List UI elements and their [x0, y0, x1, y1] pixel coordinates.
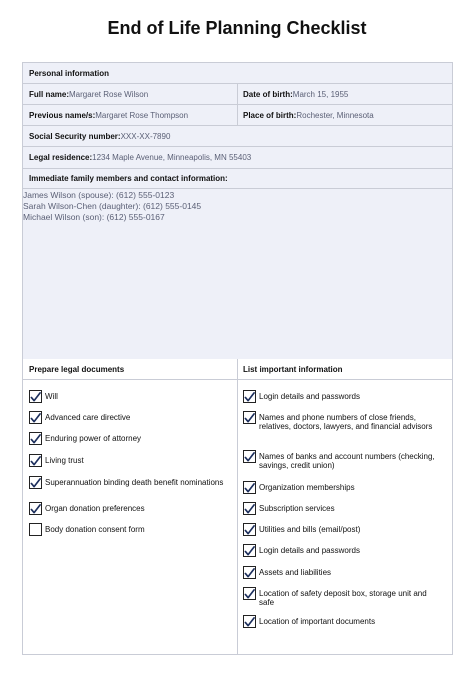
- full-name-value: Margaret Rose Wilson: [69, 89, 149, 99]
- legal-checklist-item[interactable]: [29, 411, 227, 424]
- ssn-row: [23, 126, 452, 147]
- checked-checkbox[interactable]: [243, 411, 256, 424]
- checklist-item-label: Organ donation preferences: [45, 504, 145, 513]
- checkmark-icon: [244, 412, 255, 424]
- checklist-item-label: Names of banks and account numbers (checking, savings, credit union): [259, 452, 435, 470]
- checklist-item-label: Organization memberships: [259, 483, 355, 492]
- legal-checklist-item[interactable]: [29, 390, 227, 403]
- checkmark-icon: [244, 524, 255, 536]
- checkmark-icon: [244, 545, 255, 557]
- info-checklist-item[interactable]: [243, 587, 443, 607]
- info-checklist-item[interactable]: [243, 523, 443, 536]
- checkmark-icon: [30, 455, 41, 467]
- info-checklist-item[interactable]: [243, 390, 443, 403]
- residence-cell[interactable]: [23, 147, 452, 168]
- info-checklist-item[interactable]: [243, 450, 443, 470]
- info-checklist-item[interactable]: [243, 411, 443, 431]
- ssn-label: Social Security number:: [29, 131, 121, 141]
- prevname-pob-row: [23, 105, 452, 126]
- personal-info-header: Personal information: [29, 68, 110, 78]
- dob-cell[interactable]: [237, 84, 452, 104]
- pob-value: Rochester, Minnesota: [296, 110, 374, 120]
- checked-checkbox[interactable]: [243, 566, 256, 579]
- important-info-header: List important information: [243, 364, 343, 374]
- checked-checkbox[interactable]: [29, 411, 42, 424]
- residence-label: Legal residence:: [29, 153, 93, 162]
- checked-checkbox[interactable]: [29, 454, 42, 467]
- checked-checkbox[interactable]: [29, 432, 42, 445]
- family-contact: Sarah Wilson-Chen (daughter): (612) 555-0145: [23, 201, 202, 211]
- checklist-item-label: Location of safety deposit box, storage unit and safe: [259, 589, 427, 607]
- checklist-item-label: Advanced care directive: [45, 413, 131, 422]
- ssn-cell[interactable]: [23, 126, 452, 146]
- checkmark-icon: [244, 391, 255, 403]
- checkmark-icon: [244, 567, 255, 579]
- pob-label: Place of birth:: [243, 110, 297, 120]
- family-label: Immediate family members and contact information:: [29, 174, 228, 183]
- checked-checkbox[interactable]: [243, 390, 256, 403]
- checkmark-icon: [30, 391, 41, 403]
- checkmark-icon: [30, 433, 41, 445]
- prev-names-cell[interactable]: [23, 105, 237, 125]
- checked-checkbox[interactable]: [29, 390, 42, 403]
- info-checklist-item[interactable]: [243, 502, 443, 515]
- checklist-item-label: Subscription services: [259, 504, 335, 513]
- info-checklist-item[interactable]: [243, 566, 443, 579]
- column-divider: [237, 359, 238, 654]
- full-name-label: Full name:: [29, 89, 70, 99]
- residence-row: [23, 147, 452, 169]
- checklist-item-label: Enduring power of attorney: [45, 434, 142, 443]
- page-title: End of Life Planning Checklist: [107, 18, 367, 38]
- dob-label: Date of birth:: [243, 89, 293, 99]
- family-label-row: [23, 169, 452, 189]
- info-checklist-item[interactable]: [243, 544, 443, 557]
- info-checklist-item[interactable]: [243, 615, 443, 628]
- checklist-item-label: Living trust: [45, 456, 84, 465]
- header-divider: [23, 379, 452, 380]
- checklist-item-label: Superannuation binding death benefit nominations: [45, 478, 224, 487]
- checked-checkbox[interactable]: [29, 476, 42, 489]
- legal-checklist-item[interactable]: [29, 432, 227, 445]
- checkmark-icon: [30, 412, 41, 424]
- family-contact: James Wilson (spouse): (612) 555-0123: [23, 190, 175, 200]
- checkmark-icon: [244, 451, 255, 463]
- checked-checkbox[interactable]: [243, 523, 256, 536]
- legal-checklist-item[interactable]: [29, 502, 227, 515]
- checklist-item-label: Login details and passwords: [259, 392, 360, 401]
- full-name-cell[interactable]: [23, 84, 237, 104]
- checkmark-icon: [30, 503, 41, 515]
- checked-checkbox[interactable]: [243, 587, 256, 600]
- checklist-form: [22, 62, 453, 655]
- name-dob-row: [23, 84, 452, 105]
- family-contact: Michael Wilson (son): (612) 555-0167: [23, 212, 165, 222]
- checklist-item-label: Body donation consent form: [45, 525, 145, 534]
- personal-info-header-row: [23, 63, 452, 84]
- legal-checklist-item[interactable]: [29, 523, 227, 536]
- checked-checkbox[interactable]: [29, 502, 42, 515]
- legal-docs-header: Prepare legal documents: [29, 364, 125, 374]
- checkmark-icon: [244, 482, 255, 494]
- checklist-item-label: Location of important documents: [259, 617, 376, 626]
- checkmark-icon: [244, 616, 255, 628]
- checked-checkbox[interactable]: [243, 615, 256, 628]
- checked-checkbox[interactable]: [243, 502, 256, 515]
- checklist-item-label: Assets and liabilities: [259, 568, 332, 577]
- checked-checkbox[interactable]: [243, 481, 256, 494]
- prev-names-value: Margaret Rose Thompson: [95, 110, 189, 120]
- checklist-item-label: Names and phone numbers of close friends, relatives, doctors, lawyers, and financial advisors: [259, 413, 433, 431]
- unchecked-checkbox[interactable]: [29, 523, 42, 536]
- checkmark-icon: [30, 477, 41, 489]
- checklist-item-label: Login details and passwords: [259, 546, 360, 555]
- pob-cell[interactable]: [237, 105, 452, 125]
- dob-value: March 15, 1955: [292, 89, 349, 99]
- checked-checkbox[interactable]: [243, 450, 256, 463]
- checklists-section: [23, 359, 452, 654]
- checked-checkbox[interactable]: [243, 544, 256, 557]
- family-contacts-list: [23, 190, 201, 223]
- residence-value: 1234 Maple Avenue, Minneapolis, MN 55403: [92, 153, 252, 162]
- checklist-item-label: Will: [45, 392, 58, 401]
- checkmark-icon: [244, 503, 255, 515]
- legal-checklist-item[interactable]: [29, 454, 227, 467]
- info-checklist-item[interactable]: [243, 481, 443, 494]
- legal-checklist-item[interactable]: [29, 476, 227, 489]
- checklist-item-label: Utilities and bills (email/post): [259, 525, 361, 534]
- ssn-value: XXX-XX-7890: [120, 131, 171, 141]
- prev-names-label: Previous name/s:: [29, 110, 96, 120]
- checkmark-icon: [244, 588, 255, 600]
